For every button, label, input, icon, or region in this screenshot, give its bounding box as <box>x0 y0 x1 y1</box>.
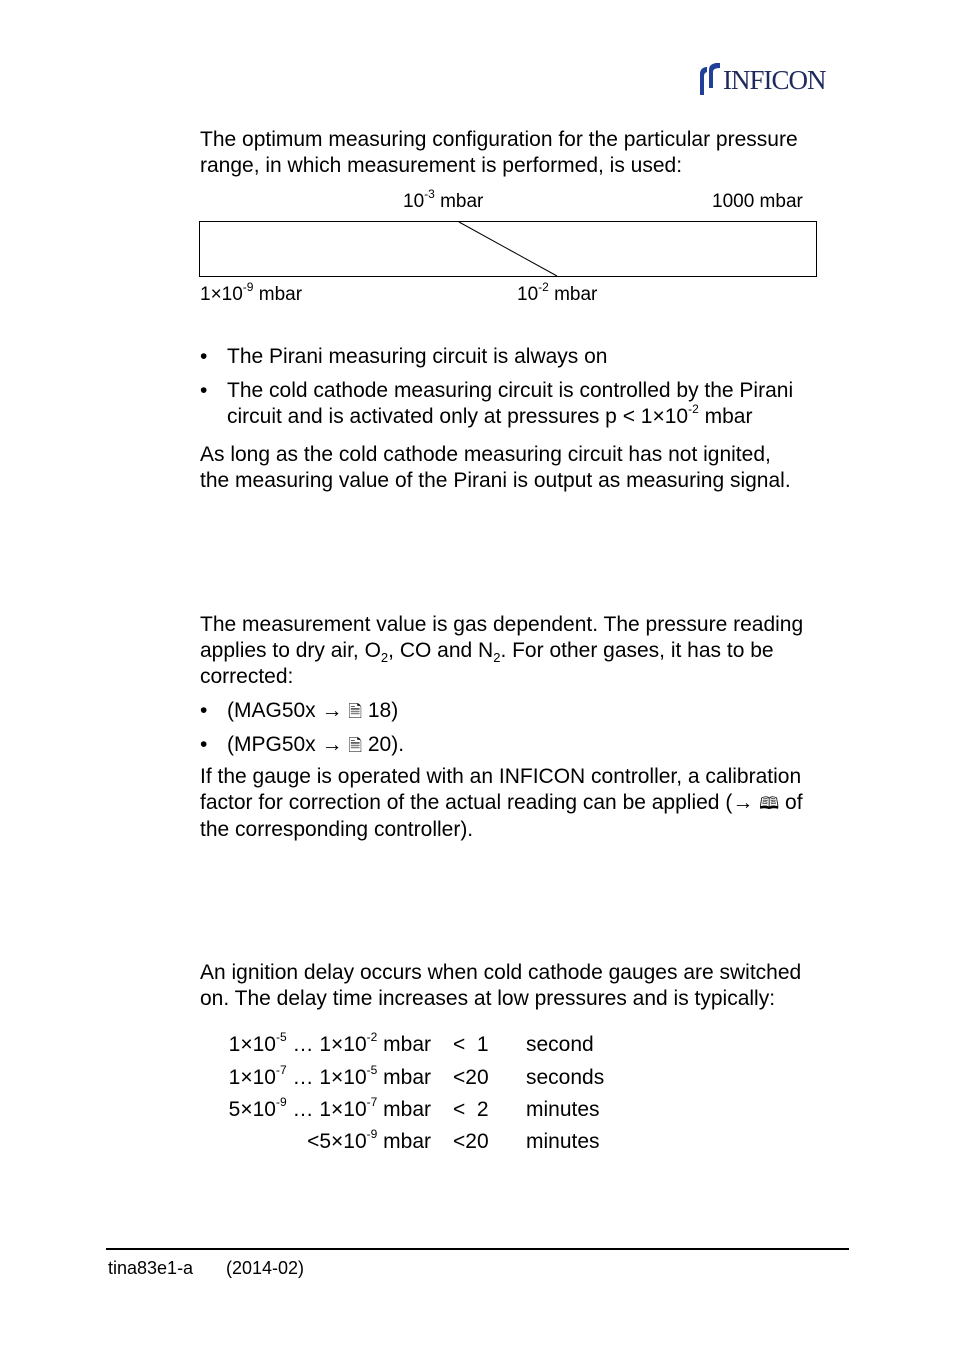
inficon-logo <box>694 62 846 96</box>
footer-rule <box>106 1248 849 1250</box>
arrow-right-icon: → <box>732 791 754 814</box>
list-item-mag50x: • (MAG50x → 🗎 18) <box>200 698 600 724</box>
diagram-transition-line <box>459 222 557 276</box>
bullet-icon: • <box>200 699 208 722</box>
controller-paragraph: If the gauge is operated with an INFICON controller, a calibration factor for correction of the actual reading can be applied (→ 🕮 of the corresponding controller). <box>200 765 803 841</box>
diagram-label-bottom-left: $1\times 10^{-9}$ mbar <box>200 279 303 305</box>
bullet-icon: • <box>200 379 208 402</box>
intro-line-1: The optimum measuring configuration for the particular pressure <box>200 128 798 151</box>
footer-date: (2014-02) <box>226 1258 305 1278</box>
delay-table-row: $1\times 10^{-7}$ … $1\times 10^{-5}$ mbar <20 seconds <box>228 1063 605 1089</box>
page-reference-icon: 🗎 <box>348 702 363 721</box>
footer-doc-id: tina83e1-a <box>108 1258 194 1278</box>
diagram-label-top-right: 1000 mbar <box>712 191 803 212</box>
delay-table-row: $5\times 10^{-9}$ … $1\times 10^{-7}$ mbar < 2 minutes <box>228 1095 600 1121</box>
page-reference-icon: 🗎 <box>348 736 363 755</box>
bullet-icon: • <box>200 345 208 368</box>
arrow-right-icon: → <box>321 733 343 756</box>
ignition-delay-paragraph: An ignition delay occurs when cold cathode gauges are switched on. The delay time increases at low pressures and is typically: <box>200 961 802 1010</box>
delay-table-row: $<5\times 10^{-9}$ mbar <20 minutes <box>307 1127 600 1153</box>
bullet-icon: • <box>200 733 208 756</box>
pressure-range-diagram <box>199 220 819 278</box>
brand-name: INFICON <box>723 65 826 95</box>
list-item-mpg50x: • (MPG50x → 🗎 20). <box>200 732 600 758</box>
arrow-right-icon: → <box>321 699 343 722</box>
manual-book-icon: 🕮 <box>759 794 780 813</box>
list-item-cold-cathode: • The cold cathode measuring circuit is controlled by the Pirani circuit and is activated only at pressures $p < 1\times 10^{-2}$ mbar <box>200 379 794 428</box>
diagram-label-bottom-mid: $10^{-2}$ mbar <box>517 279 598 305</box>
delay-table-row: $1\times 10^{-5}$ … $1\times 10^{-2}$ mbar < 1 second <box>228 1030 594 1056</box>
intro-paragraph <box>200 127 860 179</box>
gas-dependence-paragraph: The measurement value is gas dependent. The pressure reading applies to dry air, $O_2$, CO and $N_2$. For other gases, it has to be corrected: <box>200 613 804 688</box>
ignition-note: As long as the cold cathode measuring circuit has not ignited, the measuring value of the Pirani is output as measuring signal. <box>200 443 791 492</box>
inficon-logo-mark-icon <box>694 62 722 96</box>
diagram-label-top-mid: $10^{-3}$ mbar <box>403 186 484 212</box>
list-item-pirani: • The Pirani measuring circuit is always on <box>200 345 608 368</box>
intro-line-2: range, in which measurement is performed, is used: <box>200 154 683 177</box>
